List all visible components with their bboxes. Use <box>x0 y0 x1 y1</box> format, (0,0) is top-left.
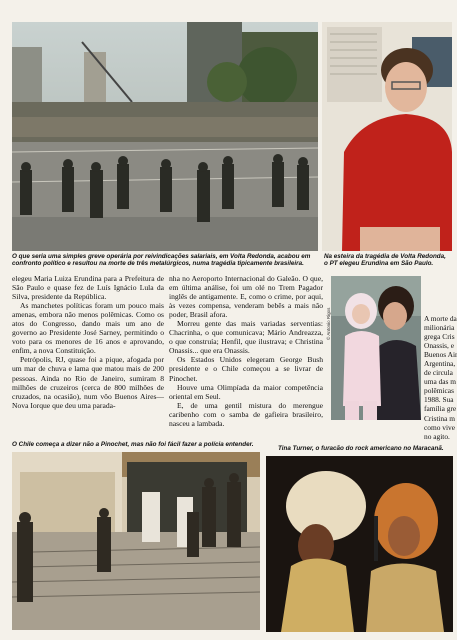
side-line: milionária <box>424 323 455 333</box>
article-paragraph: Houve uma Olimpíada da maior competência oriental em Seul. <box>169 382 323 401</box>
side-line: como vive <box>424 422 455 432</box>
side-text-onassis <box>424 314 457 444</box>
article-paragraph: E, de uma gentil mistura do merengue caribenho com o samba de gafieira brasileiro, nasceu a lambada. <box>169 400 323 428</box>
side-line: grega Cris <box>424 332 455 342</box>
article-paragraph: elegeu Maria Luiza Erundina para a Prefeitura de São Paulo e quase fez de Luís Ignácio Lula da Silva, presidente da República. <box>12 274 164 302</box>
side-line: uma das m <box>424 377 457 387</box>
article-column-1 <box>12 274 164 438</box>
side-line: família gre <box>424 404 457 414</box>
photo-onassis-child <box>331 276 421 420</box>
article-paragraph: Petrópolis, RJ, quase foi a pique, afogada por um mar de chuva e lama que matou mais de 200 pessoas. Ainda no Rio de Janeiro, sumiram 8 milhões de cruzeiros (cerca de 800 milhões de cruzados, na ocasião), num vôo Buenos Aires—Nova Iorque que deu uma parada- <box>12 355 164 410</box>
photo-volta-redonda-strike <box>12 22 318 251</box>
photo-erundina <box>322 22 452 251</box>
side-line: Onassis, e <box>424 341 454 351</box>
caption-tina-turner: Tina Turner, o furacão do rock americano no Maracanã. <box>278 445 444 452</box>
caption-erundina: Na esteira da tragédia de Volta Redonda, o PT elegeu Erundina em São Paulo. <box>324 253 446 268</box>
side-line: de circula <box>424 368 453 378</box>
side-line: Cristina m <box>424 413 455 423</box>
photo-tina-turner <box>266 456 453 632</box>
side-line: no agito. <box>424 431 450 441</box>
caption-strike: O que seria uma simples greve operária por reivindicações salariais, em Volta Redonda, acabou em confronto político e resultou na morte de três metalúrgicos, numa tragédia tipicamente brasileira. <box>12 253 311 268</box>
caption-chile: O Chile começa a dizer não a Pinochet, mas não foi fácil fazer a polícia entender. <box>12 441 254 448</box>
side-line: 1988. Sua <box>424 395 454 405</box>
side-line: A morte da <box>424 314 457 323</box>
side-line: Buenos Air <box>424 350 457 360</box>
article-paragraph: Os Estados Unidos elegeram George Bush presidente e o Chile começou a se livrar de Pinochet. <box>169 355 323 383</box>
article-column-2 <box>169 274 323 438</box>
article-paragraph: As manchetes políticas foram um pouco mais amenas, embora não menos polêmicas. Como os atos do Congresso, dando mais um ano de governo ao Presidente José Sarney, permitindo o voto para os menores de 16 anos e aprovando, enfim, a nova Constituição. <box>12 301 164 356</box>
article-paragraph: nha no Aeroporto Internacional do Galeão. O que, em última análise, foi um olé no Trem Pagador inglês de antigamente. E, como o crime, por aqui, às vezes compensa, venderam bebês a mais não poder, Brasil afora. <box>169 274 323 320</box>
photo-credit: © Antonio Rigos <box>326 307 331 340</box>
photo-chile-police <box>12 452 260 630</box>
article-paragraph: Morreu gente das mais variadas serventias: Chacrinha, o que comunicava; Mário Andreazza, o que construía; Henfil, que ilustrava; e Christina Onassis... que era Onassis. <box>169 319 323 356</box>
side-line: polêmicas <box>424 386 454 396</box>
side-line: Argentina, <box>424 359 456 369</box>
